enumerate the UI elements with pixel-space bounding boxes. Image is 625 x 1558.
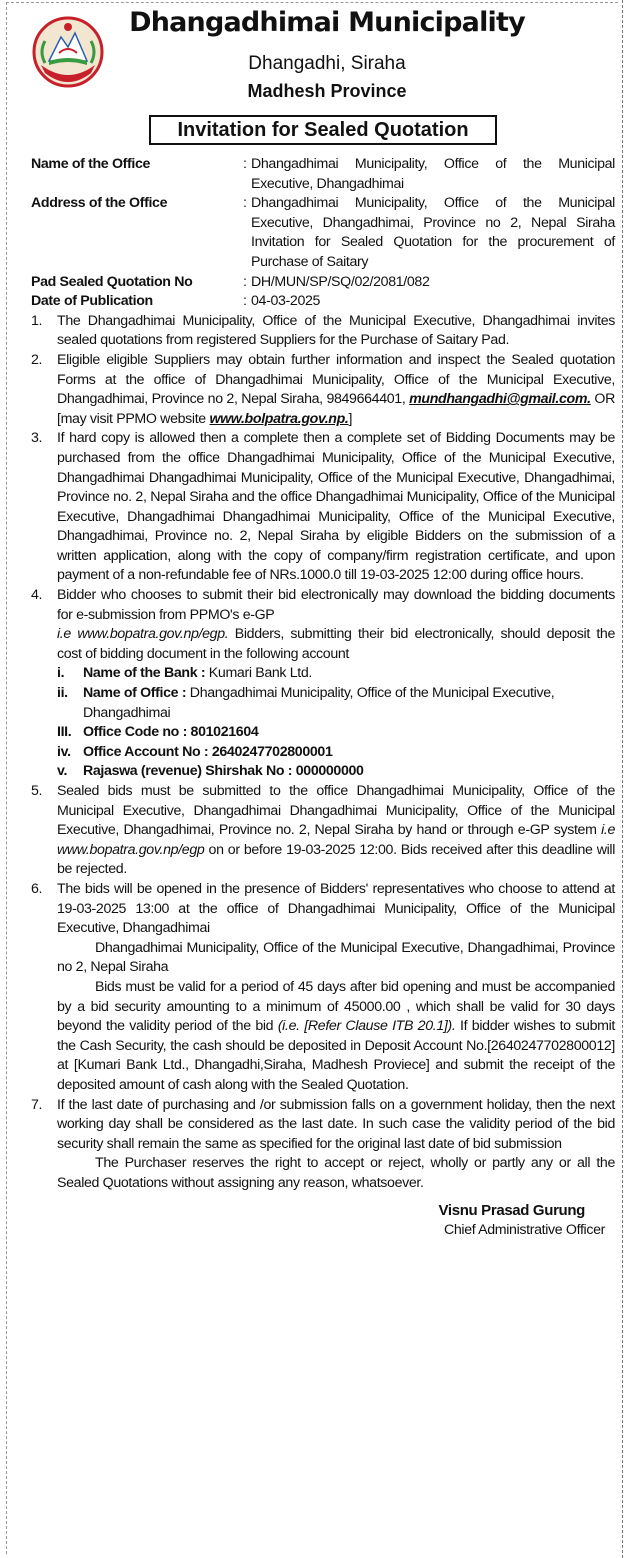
- clause-number: 2.: [31, 351, 43, 368]
- clause-text-part: Bids must be valid for a period of 45 days after bid opening and must be accompanied by a bid security amounting to a minimum of 45000.00 , which shall be valid for 30 days beyond the validity period of the bid: [57, 978, 615, 1035]
- notice-body: [31, 155, 615, 1241]
- field-label: Date of Publication: [31, 293, 153, 310]
- clause-2: [31, 351, 615, 429]
- clause-number: 4.: [31, 587, 43, 604]
- clause-text: [57, 1096, 615, 1194]
- clause-1: [31, 312, 615, 351]
- clause-text-part: ]: [348, 410, 353, 427]
- field-value: 04-03-2025: [251, 293, 321, 310]
- egp-link[interactable]: i.e www.bopatra.gov.np/egp: [57, 822, 615, 858]
- clause-text: [57, 586, 615, 664]
- field-label: Address of the Office: [31, 195, 168, 212]
- field-row: [31, 155, 615, 194]
- account-detail-number: III.: [57, 724, 72, 741]
- clause-text: [57, 880, 615, 1096]
- account-detail: [57, 762, 615, 782]
- account-detail-number: i.: [57, 665, 65, 682]
- email-link[interactable]: mundhangadhi@gmail.com.: [409, 391, 591, 408]
- clause-paragraph: [57, 978, 615, 1096]
- clause-6: [31, 880, 615, 1096]
- clause-paragraph: The bids will be opened in the presence of Bidders' representatives who choose to attend at 19-03-2025 13:00 at the office of Dhangadhimai Municipality, Office of the Municipal Executive, Dhangadhimai: [57, 880, 615, 937]
- clause-number: 7.: [31, 1096, 43, 1113]
- signature-block: [31, 1201, 615, 1240]
- field-value: Dhangadhimai Municipality, Office of the Municipal Executive, Dhangadhimai: [251, 156, 615, 192]
- clause-number: 1.: [31, 312, 43, 329]
- website-link[interactable]: www.bolpatra.gov.np.: [209, 410, 349, 427]
- notice-page: [6, 2, 618, 1554]
- field-label: Pad Sealed Quotation No: [31, 273, 193, 290]
- account-detail-number: iv.: [57, 743, 71, 760]
- clause-text-part: Bidder who chooses to submit their bid electronically may download the bidding documents for e-submission from PPMO's e-GP: [57, 587, 615, 623]
- field-row: [31, 273, 615, 293]
- account-detail: [57, 684, 615, 723]
- field-colon: :: [243, 273, 247, 290]
- org-name: Dhangadhimai Municipality: [129, 7, 525, 38]
- account-detail: [57, 664, 615, 684]
- clause-text-part: Sealed bids must be submitted to the office Dhangadhimai Municipality, Office of the Municipal Executive, Dhangadhimai Dhangadhimai Municipality, Office of the Municipal Executive, Dhangadhimai, Province no. 2, Nepal Siraha by hand or through e-GP system: [57, 783, 615, 839]
- field-label: Name of the Office: [31, 156, 151, 172]
- account-detail: [57, 743, 615, 763]
- clause-text-part: Eligible eligible Suppliers may obtain further information and inspect the Sealed quotation Forms at the office of Dhangadhimai Municipality, Office of the Municipal Executive, Dhangadhimai, Province no 2, Nepal Siraha, 9849664401,: [57, 351, 615, 408]
- account-detail-value: Kumari Bank Ltd.: [205, 665, 313, 682]
- clause-text-part: Bidders, submitting their bid electronically, should deposit the cost of bidding document in the following account: [57, 626, 616, 662]
- clause-5: [31, 782, 615, 880]
- account-detail-key: Name of Office :: [83, 685, 187, 702]
- account-detail-key: Office Account No :: [83, 743, 209, 760]
- account-detail-value: 000000000: [292, 763, 364, 780]
- field-row: [31, 194, 615, 272]
- clause-text: The Dhangadhimai Municipality, Office of the Municipal Executive, Dhangadhimai invites sealed quotations from registered Suppliers for the Purchase of Saitary Pad.: [57, 312, 615, 349]
- account-detail-text: [83, 684, 615, 723]
- field-value: DH/MUN/SP/SQ/02/2081/082: [251, 273, 430, 290]
- field-row: [31, 292, 615, 312]
- org-province: Madhesh Province: [247, 81, 407, 101]
- clause-number: 5.: [31, 783, 43, 799]
- clause-text: [57, 782, 615, 880]
- clause-text-part: on or before 19-03-2025 12:00. Bids received after this deadline will be rejected.: [57, 841, 615, 878]
- clause-paragraph: If the last date of purchasing and /or submission falls on a government holiday, then the next working day shall be considered as the last date. In such case the validity period of the bid security shall remain the same as specified for the original last date of bid submission: [57, 1096, 615, 1152]
- account-detail-value: 2640247702800001: [208, 743, 333, 760]
- org-city: Dhangadhi, Siraha: [248, 53, 406, 74]
- clause-text-part: OR [may visit PPMO website: [57, 391, 615, 427]
- account-detail-text: [83, 762, 615, 782]
- clause-paragraph: The Purchaser reserves the right to accept or reject, wholly or partly any or all the Sealed Quotations without assigning any reason, whatsoever.: [57, 1155, 615, 1191]
- field-colon: :: [243, 156, 247, 172]
- account-detail-key: Office Code no :: [83, 724, 187, 741]
- field-colon: :: [243, 293, 247, 310]
- notice-title: Invitation for Sealed Quotation: [149, 115, 497, 145]
- clause-number: 3.: [31, 430, 43, 447]
- clause-4: [31, 586, 615, 664]
- account-detail-key: Rajaswa (revenue) Shirshak No :: [83, 763, 293, 780]
- clause-text-part: If bidder wishes to submit the Cash Security, the cash should be deposited in Deposit Account No.[2640247702800012] at [Kumari Bank Ltd., Dhangadhi,Siraha, Madhesh Proviece] and submit the receipt of the deposited amount of cash along with the Sealed Quotation.: [57, 1018, 615, 1093]
- clause-7: [31, 1096, 615, 1194]
- clause-paragraph: Dhangadhimai Municipality, Office of the Municipal Executive, Dhangadhimai, Province no 2, Nepal Siraha: [57, 939, 615, 976]
- notice-header: [7, 3, 618, 111]
- account-detail: [57, 723, 615, 743]
- account-detail-number: ii.: [57, 685, 68, 702]
- cut-line: [622, 0, 623, 1558]
- account-detail-text: [83, 723, 615, 743]
- field-value: Dhangadhimai Municipality, Office of the Municipal Executive, Dhangadhimai, Province no 2, Nepal Siraha Invitation for Sealed Quotation for the procurement of Purchase of Saitary: [251, 195, 615, 270]
- clause-text: [57, 351, 615, 429]
- field-colon: :: [243, 195, 247, 212]
- account-detail-number: v.: [57, 763, 68, 780]
- clause-number: 6.: [31, 880, 43, 897]
- clause-reference: (i.e. [Refer Clause ITB 20.1]).: [277, 1018, 456, 1035]
- signatory-name: Visnu Prasad Gurung: [438, 1202, 585, 1220]
- signatory-designation: Chief Administrative Officer: [443, 1222, 605, 1239]
- clause-text: If hard copy is allowed then a complete then a complete set of Bidding Documents may be purchased from the office Dhangadhimai Municipality, Office of the Municipal Executive, Dhangadhimai Dhangadhimai Municipality, Office of the Municipal Executive, Dhangadhimai, Province no. 2, Nepal Siraha and the office Dhangadhimai Municipality, Office of the Municipal Executive, Dhangadhimai Dhangadhimai Municipality, Office of the Municipal Executive, Dhangadhimai, Province no. 2, Nepal Siraha by eligible Bidders on the submission of a written application, along with the copy of company/firm registration certificate, and upon payment of a non-refundable fee of NRs.1000.0 till 19-03-2025 12:00 during office hours.: [57, 430, 615, 584]
- account-detail-value: Dhangadhimai Municipality, Office of the Municipal Executive, Dhangadhimai: [83, 685, 555, 721]
- nepal-emblem-icon: [31, 15, 105, 89]
- egp-link[interactable]: i.e www.bopatra.gov.np/egp.: [57, 626, 229, 643]
- account-detail-text: [83, 664, 615, 684]
- account-detail-text: [83, 743, 615, 763]
- account-detail-value: 801021604: [186, 724, 259, 741]
- clause-3: [31, 429, 615, 586]
- account-detail-key: Name of the Bank :: [83, 665, 206, 682]
